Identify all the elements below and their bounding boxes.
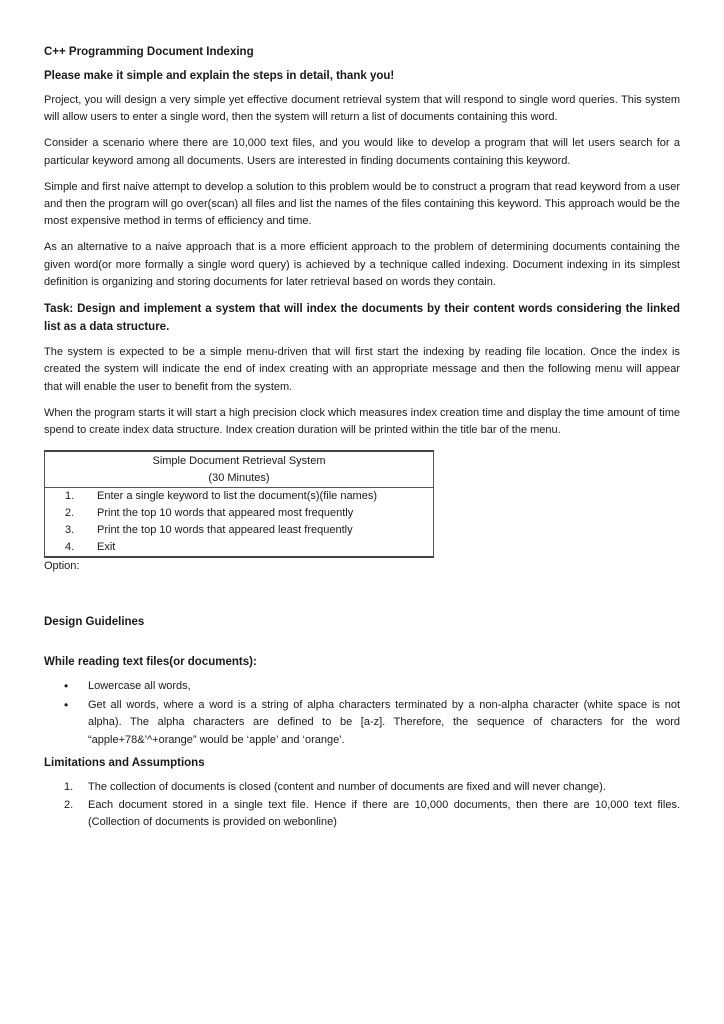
limitations-heading: Limitations and Assumptions [44, 757, 205, 770]
menu-title [45, 452, 433, 488]
list-item [44, 779, 680, 796]
menu-item-text: Print the top 10 words that appeared most frequently [97, 506, 354, 519]
limitations-list [44, 779, 680, 831]
menu-item-number: 4. [65, 540, 75, 553]
menu-item-number: 1. [65, 489, 75, 502]
list-item [44, 797, 680, 832]
paragraph-system: The system is expected to be a simple menu-driven that will first start the indexing by reading file location. Once the index is created the system will indicate the end of index creating with an appropriate message and then the following menu will appear that will enable the user to benefit from the system. [44, 346, 680, 393]
bullet-text: Get all words, where a word is a string of alpha characters terminated by a non-alpha character (white space is not alpha). The alpha characters are defined to be [a-z]. Therefore, the sequence of characters for the word “apple+78&’^+orange” would be ‘apple’ and ‘orange’. [88, 699, 680, 746]
bullet-icon: • [64, 698, 69, 712]
menu-item-text: Exit [97, 540, 116, 553]
document-title: C++ Programming Document Indexing [44, 46, 254, 58]
menu-item [65, 539, 433, 556]
paragraph-clock: When the program starts it will start a high precision clock which measures index creation time and display the time amount of time spend to create index data structure. Index creation duration will be printed within the title bar of the menu. [44, 406, 680, 437]
request-line: Please make it simple and explain the steps in detail, thank you! [44, 70, 395, 82]
limit-number: 1. [64, 781, 74, 794]
menu-item-text: Enter a single keyword to list the document(s)(file names) [97, 489, 378, 502]
paragraph-naive: Simple and first naive attempt to develop a solution to this problem would be to construct a program that read keyword from a user and then the program will go over(scan) all files and list the names of the files containing this keyword. This approach would be the most expensive method in terms of efficiency and time. [44, 180, 680, 228]
task-statement: Task: Design and implement a system that will index the documents by their content words considering the linked list as a data structure. [44, 303, 680, 334]
menu-items [45, 488, 433, 556]
limit-text: Each document stored in a single text file. Hence if there are 10,000 documents, then there are 10,000 text files. (Collection of documents is provided on webonline) [88, 798, 680, 829]
option-label: Option: [44, 559, 80, 572]
limit-text: The collection of documents is closed (content and number of documents are fixed and will never change). [88, 781, 606, 794]
paragraph-scenario: Consider a scenario where there are 10,000 text files, and you would like to develop a program that will let users search for a particular keyword among all documents. Users are interested in finding documents containing this keyword. [44, 137, 680, 167]
menu-title-line2: (30 Minutes) [208, 471, 270, 484]
menu-item [65, 522, 433, 539]
bullet-icon: • [64, 678, 69, 693]
design-guidelines-heading: Design Guidelines [44, 615, 145, 628]
menu-title-line1: Simple Document Retrieval System [152, 454, 326, 467]
paragraph-intro: Project, you will design a very simple yet effective document retrieval system that will respond to single word queries. This system will allow users to enter a single word, then the system will return a list of documents containing this word. [44, 94, 680, 124]
bullet-text: Lowercase all words, [88, 679, 191, 692]
paragraph-alternative: As an alternative to a naive approach that is a more efficient approach to the problem of determining documents containing the given word(or more formally a single word query) is achieved by a technique called indexing. Document indexing in its simplest definition is organizing and storing documents for later retrieval based on words they contain. [44, 241, 680, 289]
menu-item-number: 2. [65, 506, 75, 519]
menu-table [44, 450, 434, 558]
menu-item-number: 3. [65, 523, 75, 536]
list-item [44, 697, 680, 749]
menu-item [65, 488, 433, 505]
reading-heading: While reading text files(or documents): [44, 655, 257, 668]
limit-number: 2. [64, 798, 74, 811]
list-item [44, 678, 680, 695]
menu-item [65, 505, 433, 522]
reading-bullets [44, 678, 680, 750]
menu-item-text: Print the top 10 words that appeared least frequently [97, 523, 353, 536]
